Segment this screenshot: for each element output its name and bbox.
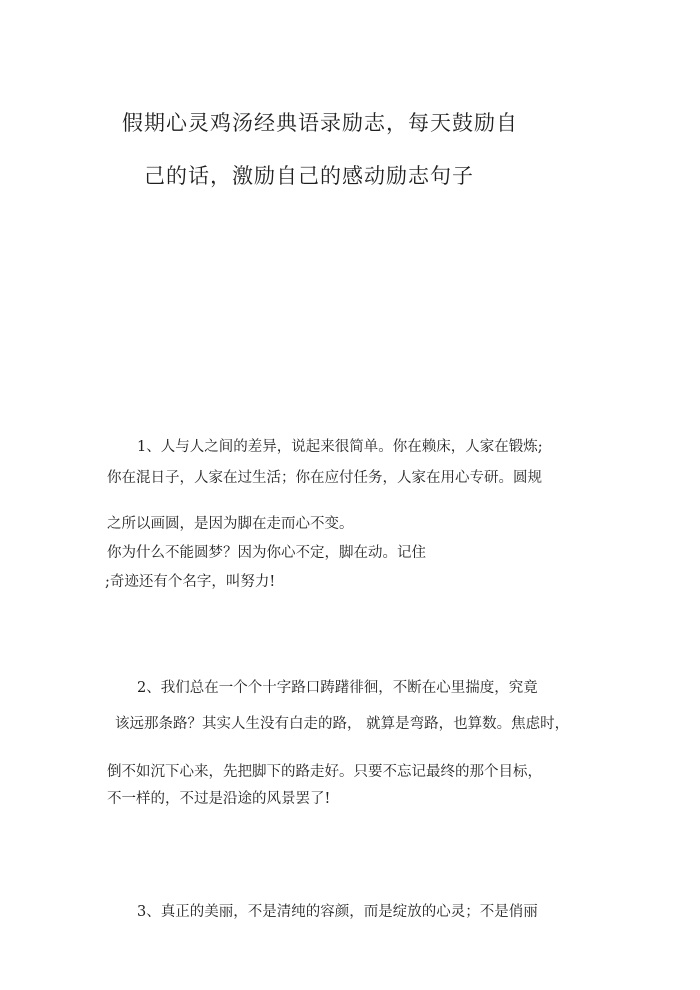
paragraph-line: 之所以画圆，是因为脚在走而心不变。 [107, 516, 354, 532]
paragraph-line: 1、人与人之间的差异，说起来很简单。你在赖床，人家在锻炼; [137, 439, 543, 455]
paragraph-line: 不一样的，不过是沿途的风景罢了! [107, 791, 331, 807]
paragraph-line: ;奇迹还有个名字，叫努力! [105, 574, 276, 590]
paragraph-line: 该远那条路？其实人生没有白走的路， 就算是弯路，也算数。焦虑时， [115, 716, 570, 732]
paragraph-line: 你为什么不能圆梦？因为你心不定，脚在动。记住 [107, 545, 426, 561]
document-title-line-2: 己的话，激励自己的感动励志句子 [144, 164, 474, 188]
paragraph-line: 2、我们总在一个个十字路口踌躇徘徊，不断在心里揣度，究竟 [137, 680, 538, 696]
paragraph-line: 你在混日子，人家在过生活；你在应付任务，人家在用心专研。圆规 [107, 470, 542, 486]
document-title-line-1: 假期心灵鸡汤经典语录励志，每天鼓励自 [122, 111, 518, 135]
paragraph-line: 3、真正的美丽，不是清纯的容颜，而是绽放的心灵；不是俏丽 [137, 904, 538, 920]
paragraph-line: 倒不如沉下心来，先把脚下的路走好。只要不忘记最终的那个目标， [107, 764, 542, 780]
